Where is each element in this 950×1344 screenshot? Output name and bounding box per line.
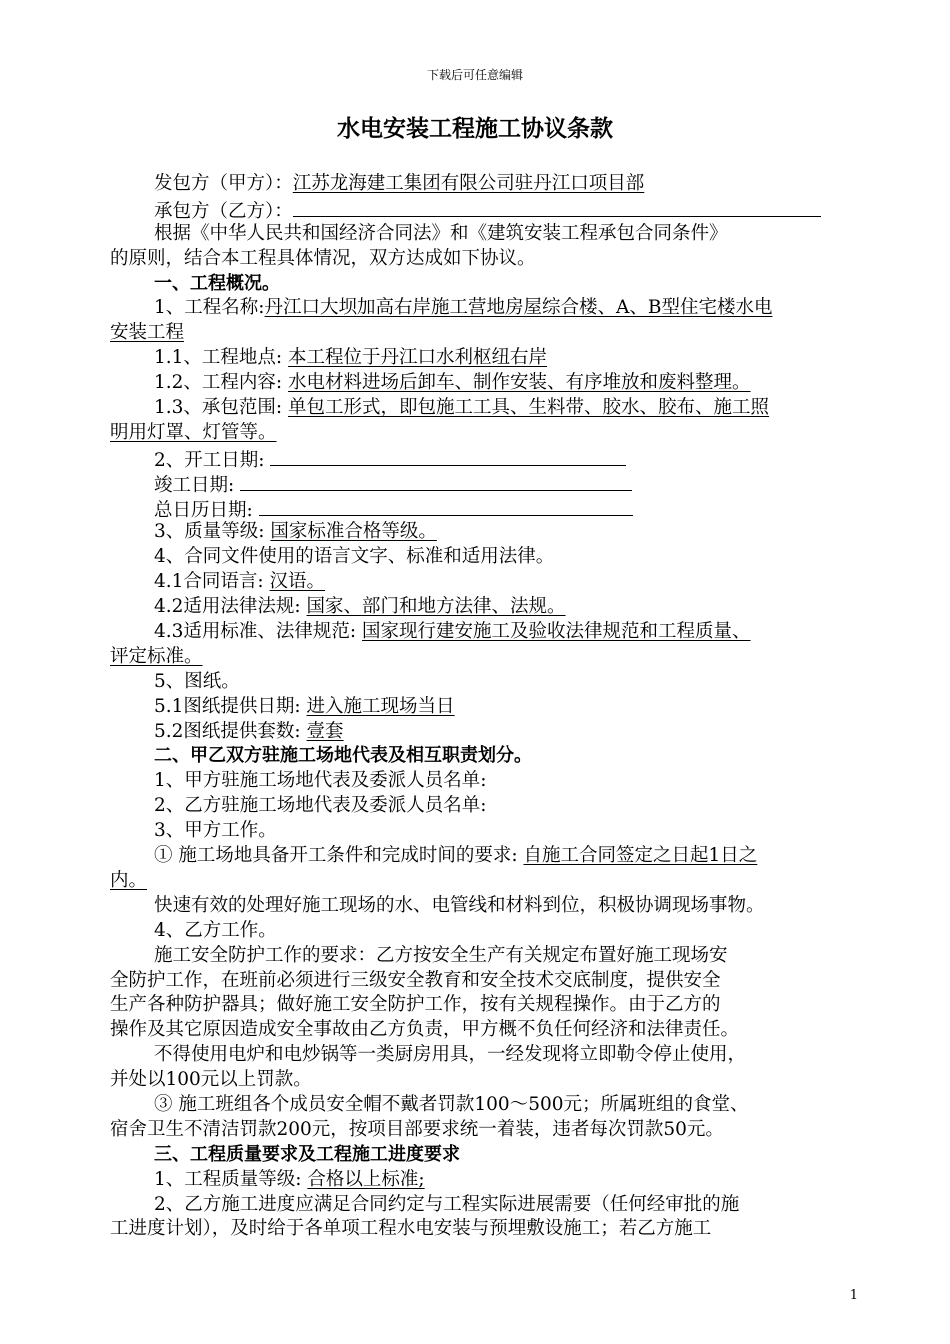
location-label: 1.1、工程地点: xyxy=(154,347,283,369)
end-date-blank xyxy=(240,471,632,491)
law-value: 国家、部门和地方法律、法规。 xyxy=(306,596,566,618)
work-a-line: 3、甲方工作。 xyxy=(154,820,277,842)
standard-cont xyxy=(110,645,862,670)
total-days-line xyxy=(110,496,862,521)
law-label: 4.2适用法律法规: xyxy=(154,596,301,618)
grade-value: 合格以上标准; xyxy=(307,1168,425,1190)
progress-line-2: 工进度计划），及时给于各单项工程水电安装与预埋敷设施工；若乙方施工 xyxy=(110,1218,712,1240)
standard-label: 4.3适用标准、法律规范: xyxy=(154,621,357,643)
rep-a-line: 1、甲方驻施工场地代表及委派人员名单: xyxy=(154,770,487,792)
content-value: 水电材料进场后卸车、制作安装、有序堆放和废料整理。 xyxy=(288,372,751,394)
party-b-blank xyxy=(293,197,821,217)
grade-line xyxy=(110,1168,862,1193)
intro-line-1: 根据《中华人民共和国经济合同法》和《建筑安装工程承包合同条件》 xyxy=(154,222,728,244)
drawing-heading: 5、图纸。 xyxy=(154,670,240,692)
stove-line-2: 并处以100元以上罚款。 xyxy=(110,1069,312,1091)
total-days-blank xyxy=(259,496,633,516)
condition-label: ① 施工场地具备开工条件和完成时间的要求: xyxy=(154,845,518,867)
drawing-date-label: 5.1图纸提供日期: xyxy=(154,695,301,717)
page-number: 1 xyxy=(849,1288,858,1303)
total-days-label: 总日历日期: xyxy=(154,499,253,521)
quality-label: 3、质量等级: xyxy=(154,521,265,543)
party-a-line xyxy=(110,172,862,197)
safety-line-1: 施工安全防护工作的要求：乙方按安全生产有关规定布置好施工现场安 xyxy=(154,944,728,966)
section-1-heading: 一、工程概况。 xyxy=(154,272,280,294)
start-date-line xyxy=(110,446,862,471)
quality-line xyxy=(110,520,862,545)
scope-line xyxy=(110,396,862,421)
drawing-date-line xyxy=(110,695,862,720)
content-label: 1.2、工程内容: xyxy=(154,372,283,394)
party-b-line xyxy=(110,197,862,222)
project-name-cont xyxy=(110,321,862,346)
section-2-heading: 二、甲乙双方驻施工场地代表及相互职责划分。 xyxy=(154,745,532,767)
safety-line-4: 操作及其它原因造成安全事故由乙方负责，甲方概不负任何经济和法律责任。 xyxy=(110,1019,740,1041)
party-a-label: 发包方（甲方）： xyxy=(154,173,293,194)
safety-line-3: 生产各种防护器具；做好施工安全防护工作，按有关规程操作。由于乙方的 xyxy=(110,994,721,1016)
language-value: 汉语。 xyxy=(269,571,326,593)
document-body xyxy=(110,172,862,1242)
project-name-label: 1、工程名称: xyxy=(154,297,265,319)
intro-line-2: 的原则，结合本工程具体情况，双方达成如下协议。 xyxy=(110,247,536,269)
language-line xyxy=(110,570,862,595)
page-header: 下载后可任意编辑 xyxy=(426,68,523,82)
location-value: 本工程位于丹江口水利枢纽右岸 xyxy=(288,347,548,369)
condition-cont xyxy=(110,869,862,894)
project-name-value: 丹江口大坝加高右岸施工营地房屋综合楼、A、B型住宅楼水电 xyxy=(264,297,773,319)
stove-line-1: 不得使用电炉和电炒锅等一类厨房用具，一经发现将立即勒令停止使用， xyxy=(154,1044,747,1066)
quality-value: 国家标准合格等级。 xyxy=(270,521,437,543)
section-3-heading: 三、工程质量要求及工程施工进度要求 xyxy=(154,1143,460,1165)
safety-line-2: 全防护工作，在班前必须进行三级安全教育和安全技术交底制度，提供安全 xyxy=(110,969,721,991)
scope-cont xyxy=(110,421,862,446)
standard-value-cont: 评定标准。 xyxy=(110,645,203,667)
end-date-label: 竣工日期: xyxy=(154,474,235,496)
drawing-sets-line xyxy=(110,720,862,745)
helmet-line-2: 宿舍卫生不清洁罚款200元，按项目部要求统一着装，违者每次罚款50元。 xyxy=(110,1118,724,1140)
start-date-label: 2、开工日期: xyxy=(154,449,265,471)
document-title: 水电安装工程施工协议条款 xyxy=(337,116,613,142)
project-name-line xyxy=(110,296,862,321)
condition-value-cont: 内。 xyxy=(110,869,148,891)
grade-label: 1、工程质量等级: xyxy=(154,1168,302,1190)
drawing-date-value: 进入施工现场当日 xyxy=(306,695,455,717)
drawing-sets-value: 壹套 xyxy=(306,720,344,742)
condition-line xyxy=(110,844,862,869)
party-b-label: 承包方（乙方）： xyxy=(154,200,293,222)
start-date-blank xyxy=(270,446,626,466)
helmet-line-1: ③ 施工班组各个成员安全帽不戴者罚款100～500元；所属班组的食堂、 xyxy=(154,1093,749,1115)
law-line xyxy=(110,595,862,620)
language-heading: 4、合同文件使用的语言文字、标准和适用法律。 xyxy=(154,546,555,568)
drawing-sets-label: 5.2图纸提供套数: xyxy=(154,720,301,742)
content-line xyxy=(110,371,862,396)
progress-line-1: 2、乙方施工进度应满足合同约定与工程实际进展需要（任何经审批的施 xyxy=(154,1193,740,1215)
location-line xyxy=(110,346,862,371)
scope-value-cont: 明用灯罩、灯管等。 xyxy=(110,421,277,443)
fast-line: 快速有效的处理好施工现场的水、电管线和材料到位，积极协调现场事物。 xyxy=(154,894,765,916)
standard-line xyxy=(110,620,862,645)
standard-value: 国家现行建安施工及验收法律规范和工程质量、 xyxy=(362,621,751,643)
language-label: 4.1合同语言: xyxy=(154,571,264,593)
scope-value: 单包工形式，即包施工工具、生料带、胶水、胶布、施工照 xyxy=(288,397,770,419)
scope-label: 1.3、承包范围: xyxy=(154,397,283,419)
condition-value: 自施工合同签定之日起1日之 xyxy=(523,845,758,867)
party-a-value: 江苏龙海建工集团有限公司驻丹江口项目部 xyxy=(292,173,645,194)
end-date-line xyxy=(110,471,862,496)
rep-b-line: 2、乙方驻施工场地代表及委派人员名单: xyxy=(154,795,487,817)
work-b-line: 4、乙方工作。 xyxy=(154,919,277,941)
project-name-value-cont: 安装工程 xyxy=(110,322,185,344)
